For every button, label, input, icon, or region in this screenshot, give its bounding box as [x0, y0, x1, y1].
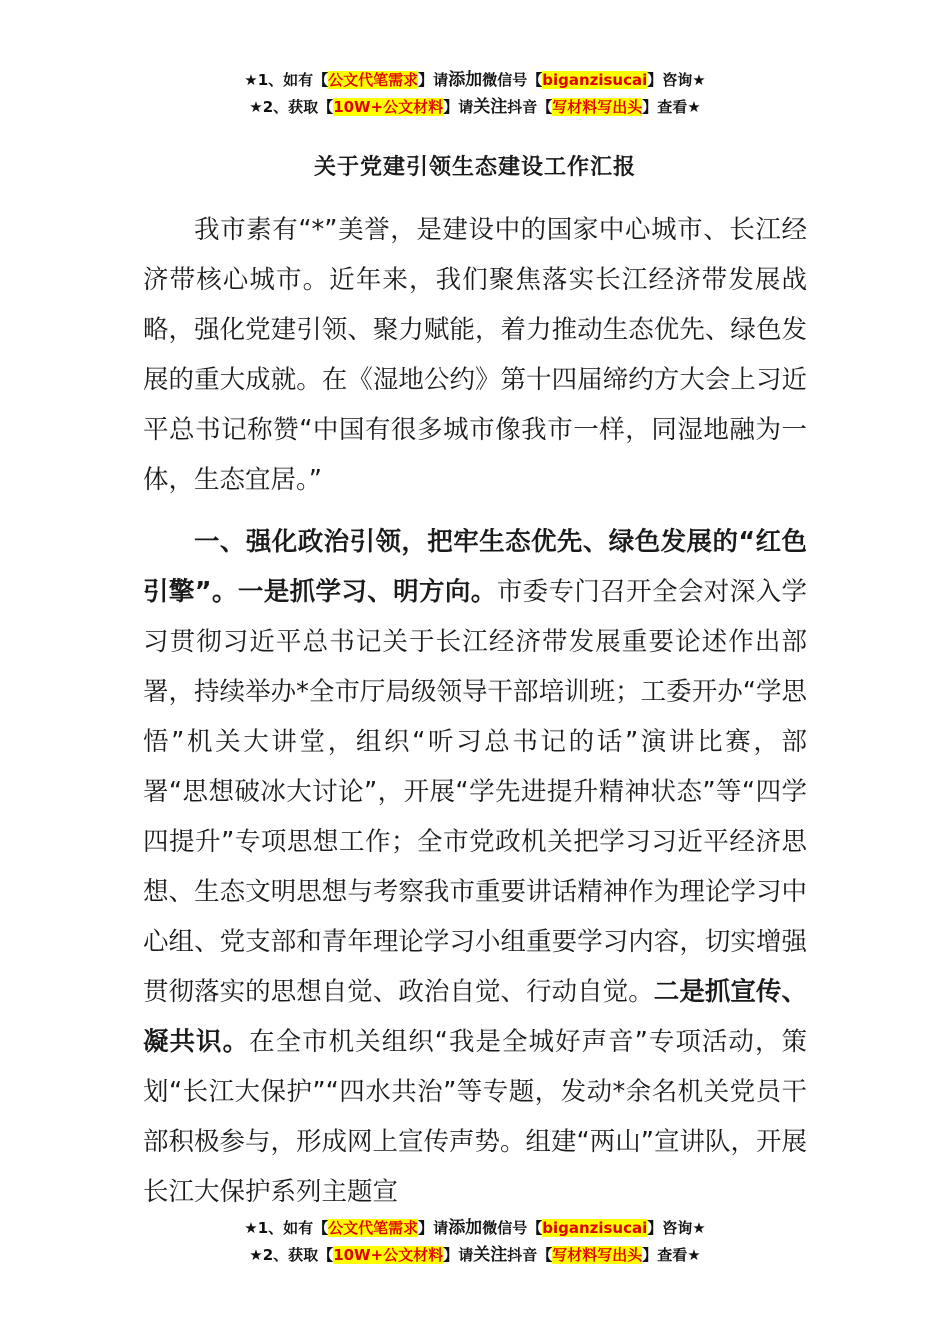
banner-text: 】咨询★ — [647, 71, 706, 89]
banner-text: 】查看★ — [642, 1246, 701, 1264]
banner-text: ★1、如有【 — [244, 71, 329, 89]
banner-text: 】请 — [443, 1246, 474, 1264]
banner-text: 】请 — [418, 71, 449, 89]
paragraph-section-1-text — [143, 517, 807, 1217]
banner-text: ★2、获取【 — [249, 98, 334, 116]
banner-line-2 — [0, 94, 950, 121]
banner-text: 】请 — [443, 98, 474, 116]
highlight-text: 公文代笔需求 — [328, 1219, 419, 1237]
emphasis-text: 添加 — [448, 70, 483, 90]
banner-text: ★2、获取【 — [249, 1246, 334, 1264]
highlight-text: 10W+公文材料 — [333, 1246, 444, 1264]
subheading-2: 二是抓宣传、凝共识。 — [143, 977, 807, 1057]
banner-text: 】咨询★ — [647, 1219, 706, 1237]
highlight-text: 写材料写出头 — [552, 1246, 643, 1264]
banner-text: 微信号【 — [482, 71, 543, 89]
footer-banner — [0, 1215, 950, 1269]
paragraph-intro-text: 我市素有“*”美誉，是建设中的国家中心城市、长江经济带核心城市。近年来，我们聚焦落实长江经济带发展战略，强化党建引领、聚力赋能，着力推动生态优先、绿色发展的重大成就。在《湿地公约》第十四届缔约方大会上习近平总书记称赞“中国有很多城市像我市一样，同湿地融为一体，生态宜居。” — [143, 215, 807, 495]
banner-line-1 — [0, 67, 950, 94]
highlight-text: 10W+公文材料 — [333, 98, 444, 116]
banner-line-1 — [0, 1215, 950, 1242]
emphasis-text: 添加 — [448, 1218, 483, 1238]
paragraph-section-1 — [143, 517, 807, 1217]
banner-text: 抖音【 — [507, 98, 553, 116]
body-text-1: 市委专门召开全会对深入学习贯彻习近平总书记关于长江经济带发展重要论述作出部署，持续举办*全市厅局级领导干部培训班；工委开办“学思悟”机关大讲堂，组织“听习总书记的话”演讲比赛，部署“思想破冰大讨论”，开展“学先进提升精神状态”等“四学四提升”专项思想工作；全市党政机关把学习习近平经济思想、生态文明思想与考察我市重要讲话精神作为理论学习中心组、党支部和青年理论学习小组重要学习内容，切实增强贯彻落实的思想自觉、政治自觉、行动自觉。 — [143, 577, 807, 1007]
section-heading: 一、强化政治引领，把牢生态优先、绿色发展的“红色引擎”。 — [143, 527, 807, 607]
banner-text: 抖音【 — [507, 1246, 553, 1264]
emphasis-text: 关注 — [473, 97, 508, 117]
banner-text: 】请 — [418, 1219, 449, 1237]
banner-text: 微信号【 — [482, 1219, 543, 1237]
highlight-text: 公文代笔需求 — [328, 71, 419, 89]
paragraph-intro — [143, 205, 807, 505]
highlight-text: biganzisucai — [542, 1219, 648, 1237]
subheading-1: 一是抓学习、明方向。 — [237, 577, 497, 607]
header-banner — [0, 67, 950, 121]
banner-text: ★1、如有【 — [244, 1219, 329, 1237]
banner-text: 】查看★ — [642, 98, 701, 116]
emphasis-text: 关注 — [473, 1245, 508, 1265]
highlight-text: biganzisucai — [542, 71, 648, 89]
highlight-text: 写材料写出头 — [552, 98, 643, 116]
document-title: 关于党建引领生态建设工作汇报 — [313, 155, 636, 180]
banner-line-2 — [0, 1242, 950, 1269]
body-text-2: 在全市机关组织“我是全城好声音”专项活动，策划“长江大保护”“四水共治”等专题，发动*余名机关党员干部积极参与，形成网上宣传声势。组建“两山”宣讲队，开展长江大保护系列主题宣 — [143, 1027, 807, 1207]
